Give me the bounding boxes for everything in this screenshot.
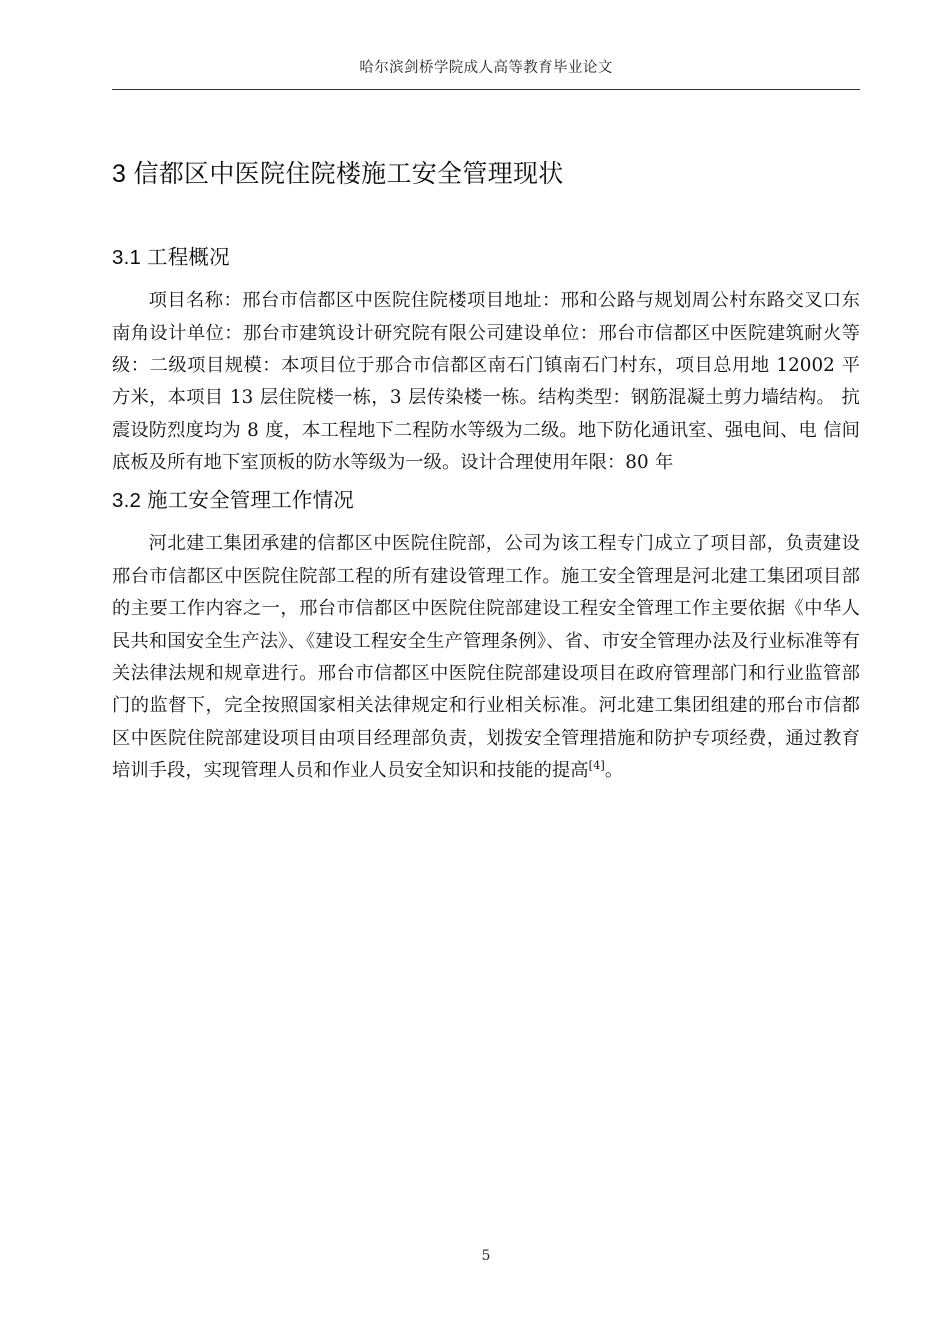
spacer-after-h1 — [112, 194, 860, 243]
section-heading-3-2: 3.2 施工安全管理工作情况 — [112, 488, 354, 512]
paragraph-safety-management-text: 河北建工集团承建的信都区中医院住院部，公司为该工程专门成立了项目部，负责建设邢台市信都区中医院住院部工程的所有建设管理工作。施工安全管理是河北建工集团项目部的主要工作内容之一，邢台市信都区中医院住院部建设工程安全管理工作主要依据《中华人民共和国安全生产法》、《建设工程安全生产管理条例》、省、市安全管理办法及行业标准等有关法律法规和规章进行。邢台市信都区中医院住院部建设项目在政府管理部门和行业监管部门的监督下，完全按照国家相关法律规定和行业相关标准。河北建工集团组建的邢台市信都区中医院住院部建设项目由项目经理部负责，划拨安全管理措施和防护专项经费，通过教育培训手段，实现管理人员和作业人员安全知识和技能的提高 — [112, 533, 860, 782]
spacer-after-h2-1 — [112, 273, 860, 285]
paragraph-safety-management-tail: 。 — [604, 760, 624, 782]
spacer-after-h2-2 — [112, 516, 860, 528]
section-heading-3-1: 3.1 工程概况 — [112, 245, 230, 269]
document-body — [112, 146, 860, 788]
citation-reference-marker: [4] — [588, 758, 605, 773]
paragraph-safety-management — [112, 528, 860, 787]
page-header — [112, 58, 860, 78]
section-heading-3: 3 信都区中医院住院楼施工安全管理现状 — [112, 160, 564, 188]
paragraph-project-overview: 项目名称：邢台市信都区中医院住院楼项目地址：邢和公路与规划周公村东路交叉口东南角设计单位：那台市建筑设计研究院有限公司建设单位：邢台市信都区中医院建筑耐火等级：二级项目规模：本项目位于那合市信都区南石门镇南石门村东，项目总用地 12002 平方米，本项目 13 层住院楼一栋，3 层传染楼一栋。结构类型：钢筋混凝土剪力墙结构。 抗震设防烈度均为 8 度，本工程地下二程防水等级为二级。地下防化通讯室、强电间、电 信间底板及所有地下室顶板的防水等级为一级。设计合理使用年限：80 年 — [112, 290, 860, 474]
page-footer — [112, 1247, 860, 1265]
page-header-title: 哈尔滨剑桥学院成人高等教育毕业论文 — [359, 60, 613, 76]
header-divider-rule — [112, 89, 860, 90]
page-number: 5 — [481, 1248, 491, 1264]
